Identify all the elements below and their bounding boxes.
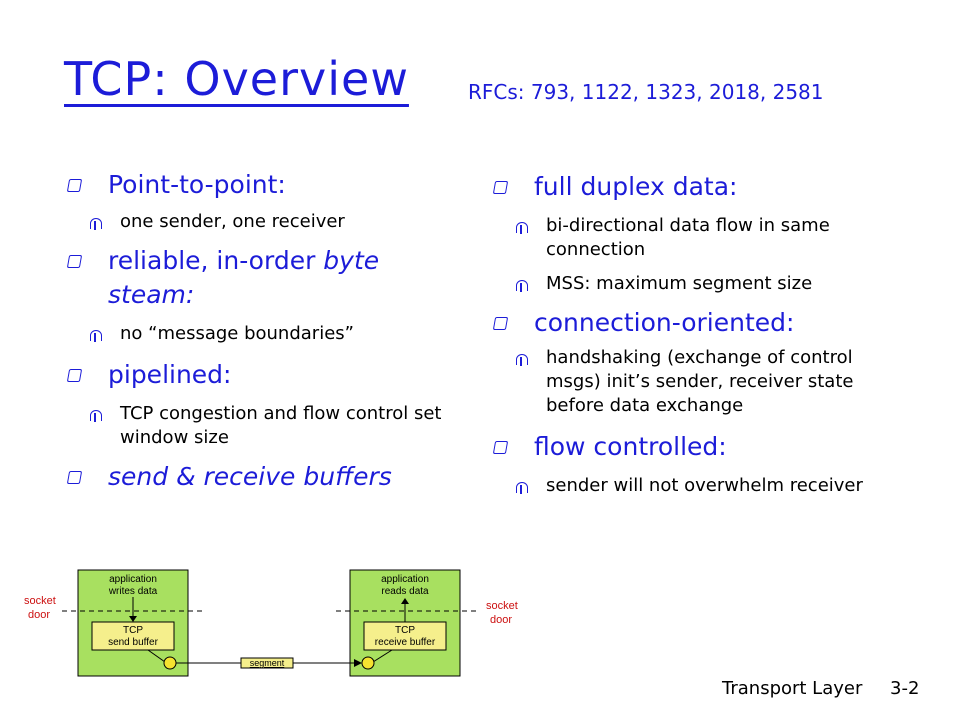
socket-door-left-1: socket [24, 595, 56, 607]
sub-bullet-icon [516, 222, 528, 233]
socket-door-right-1: socket [486, 600, 518, 612]
tcp-send-line1: TCP [123, 625, 143, 636]
app-writes-line1: application [109, 574, 157, 585]
bullet-connection-oriented: connection-oriented: [494, 306, 894, 340]
sub-bullet: handshaking (exchange of control msgs) init’s sender, receiver state before data exchange [494, 346, 891, 418]
bullet-full-duplex: full duplex data: [494, 170, 894, 204]
bullet-box-icon [67, 369, 82, 382]
app-reads-line2: reads data [381, 586, 429, 597]
footer-section: Transport Layer [722, 678, 863, 699]
bullet-box-icon [67, 471, 82, 484]
sub-bullet: sender will not overwhelm receiver [494, 474, 866, 498]
sub-bullet-icon [90, 410, 102, 421]
sub-bullet-icon [90, 218, 102, 229]
recv-socket-circle [362, 657, 374, 669]
tcp-send-line2: send buffer [108, 637, 158, 648]
bullet-box-icon [493, 441, 508, 454]
sub-bullet: MSS: maximum segment size [494, 272, 886, 296]
bullet-buffers: send & receive buffers [68, 460, 468, 494]
tcp-recv-line2: receive buffer [374, 637, 436, 648]
bullet-pipelined: pipelined: [68, 358, 468, 392]
right-column [494, 170, 894, 498]
bullet-box-icon [493, 317, 508, 330]
bullet-box-icon [493, 181, 508, 194]
sub-bullet-icon [516, 280, 528, 291]
sub-bullet-icon [516, 482, 528, 493]
sub-bullet: one sender, one receiver [68, 210, 468, 234]
app-writes-line2: writes data [108, 586, 158, 597]
socket-door-left-2: door [28, 609, 51, 621]
segment-label: segment [249, 658, 285, 668]
send-socket-circle [164, 657, 176, 669]
tcp-buffer-diagram [0, 560, 540, 685]
bullet-box-icon [67, 255, 82, 268]
rfc-list: RFCs: 793, 1122, 1323, 2018, 2581 [468, 80, 824, 104]
bullet-flow-controlled: flow controlled: [494, 430, 894, 464]
socket-door-right-2: door [490, 614, 513, 626]
sub-bullet-icon [516, 354, 528, 365]
tcp-recv-line1: TCP [395, 625, 415, 636]
bullet-box-icon [67, 179, 82, 192]
footer-page-number: 3-2 [890, 678, 920, 699]
bullet-point-to-point: Point-to-point: [68, 168, 468, 202]
sub-bullet: bi-directional data flow in same connection [494, 214, 886, 262]
slide-title: TCP: Overview [64, 52, 409, 106]
sub-bullet: no “message boundaries” [68, 322, 468, 346]
app-reads-line1: application [381, 574, 429, 585]
sub-bullet-icon [90, 330, 102, 341]
left-column [68, 168, 468, 494]
sub-bullet: TCP congestion and flow control set window size [68, 402, 450, 450]
bullet-reliable: reliable, in-order byte steam: [68, 244, 468, 312]
